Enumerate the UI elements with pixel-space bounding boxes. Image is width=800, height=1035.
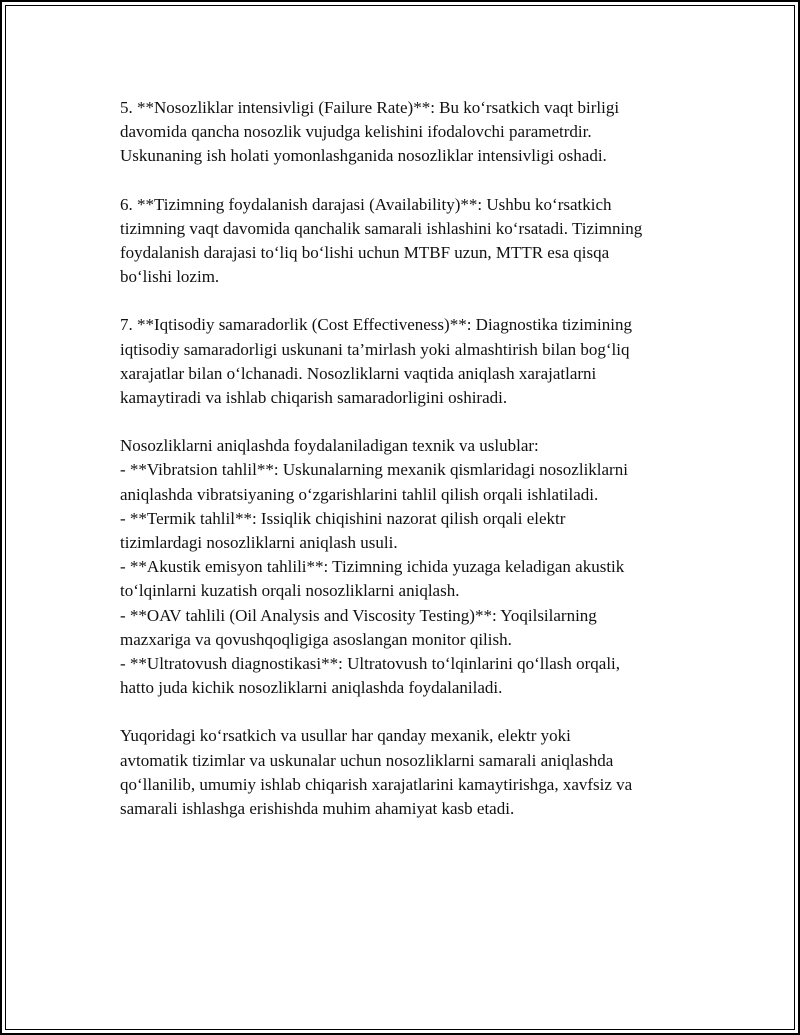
text-line: kamaytiradi va ishlab chiqarish samaradorligini oshiradi. — [120, 388, 508, 408]
text-line: tizimning vaqt davomida qanchalik samarali ishlashini ko‘rsatadi. Tizimning — [120, 218, 643, 238]
text-line: Uskunaning ish holati yomonlashganida nosozliklar intensivligi oshadi. — [120, 146, 607, 166]
text-line: iqtisodiy samaradorligi uskunani ta’mirlash yoki almashtirish bilan bog‘liq — [120, 339, 630, 359]
text-line: xarajatlar bilan o‘lchanadi. Nosozliklarni vaqtida aniqlash xarajatlarni — [120, 363, 597, 383]
list-item: - **OAV tahlili (Oil Analysis and Viscosity Testing)**: Yoqilsilarning — [120, 605, 597, 625]
text-line: hatto juda kichik nosozliklarni aniqlashda foydalaniladi. — [120, 678, 503, 698]
text-line: foydalanish darajasi to‘liq bo‘lishi uchun MTBF uzun, MTTR esa qisqa — [120, 243, 610, 263]
list-item: - **Ultratovush diagnostikasi**: Ultratovush to‘lqinlarini qo‘llash orqali, — [120, 654, 621, 674]
text-line: 6. **Tizimning foydalanish darajasi (Availability)**: Ushbu ko‘rsatkich — [120, 194, 612, 214]
paragraph-failure-rate — [120, 96, 700, 169]
paragraph-cost-effectiveness — [120, 313, 700, 410]
text-line: to‘lqinlarni kuzatish orqali nosozliklarni aniqlash. — [120, 581, 460, 601]
document-body — [120, 96, 700, 845]
paragraph-availability — [120, 193, 700, 290]
text-line: bo‘lishi lozim. — [120, 267, 220, 287]
text-line: 7. **Iqtisodiy samaradorlik (Cost Effectiveness)**: Diagnostika tizimining — [120, 315, 632, 335]
methods-list — [120, 434, 700, 700]
list-heading: Nosozliklarni aniqlashda foydalaniladigan texnik va uslublar: — [120, 436, 539, 456]
text-line: Yuqoridagi ko‘rsatkich va usullar har qanday mexanik, elektr yoki — [120, 726, 571, 746]
paragraph-conclusion — [120, 724, 700, 821]
text-line: samarali ishlashga erishishda muhim ahamiyat kasb etadi. — [120, 799, 515, 819]
list-item: - **Vibratsion tahlil**: Uskunalarning mexanik qismlaridagi nosozliklarni — [120, 460, 628, 480]
text-line: 5. **Nosozliklar intensivligi (Failure Rate)**: Bu ko‘rsatkich vaqt birligi — [120, 98, 620, 117]
text-line: aniqlashda vibratsiyaning o‘zgarishlarini tahlil qilish orqali ishlatiladi. — [120, 484, 599, 504]
text-line: avtomatik tizimlar va uskunalar uchun nosozliklarni samarali aniqlashda — [120, 750, 614, 770]
list-item: - **Termik tahlil**: Issiqlik chiqishini nazorat qilish orqali elektr — [120, 508, 566, 528]
list-item: - **Akustik emisyon tahlili**: Tizimning ichida yuzaga keladigan akustik — [120, 557, 625, 577]
text-line: tizimlardagi nosozliklarni aniqlash usuli. — [120, 533, 398, 553]
text-line: mazxariga va qovushqoqligiga asoslangan monitor qilish. — [120, 629, 512, 649]
text-line: davomida qancha nosozlik vujudga kelishini ifodalovchi parametrdir. — [120, 122, 592, 142]
text-line: qo‘llanilib, umumiy ishlab chiqarish xarajatlarini kamaytirishga, xavfsiz va — [120, 774, 633, 794]
